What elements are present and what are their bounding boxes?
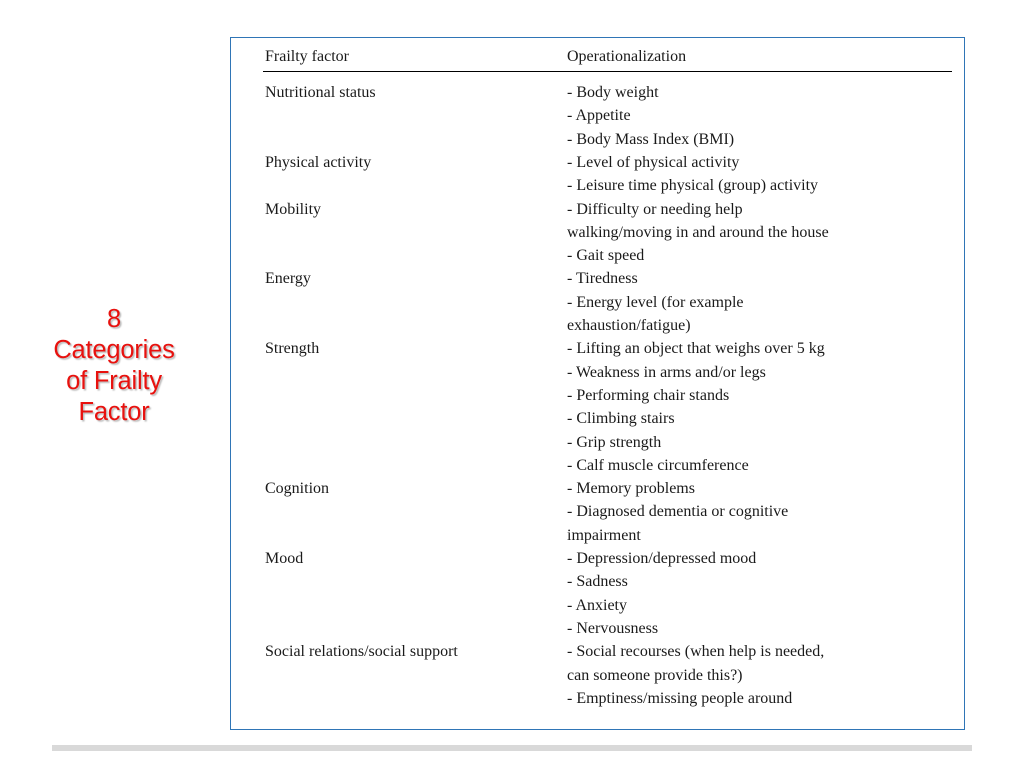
caption-line: of Frailty: [66, 367, 162, 395]
caption-line: 8: [107, 305, 121, 333]
table-row-operationalization-line: - Tiredness: [567, 270, 638, 288]
table-row-factor: Cognition: [265, 480, 330, 498]
table-row-operationalization-line: walking/moving in and around the house: [567, 223, 829, 241]
table-row-operationalization-line: exhaustion/fatigue): [567, 317, 691, 334]
table-row-factor: Mobility: [265, 200, 322, 218]
table-row-operationalization-line: impairment: [567, 526, 641, 544]
table-row-operationalization-line: - Performing chair stands: [567, 386, 730, 404]
table-row-operationalization-line: can someone provide this?): [567, 666, 743, 684]
column-header-operationalization: Operationalization: [567, 48, 687, 65]
table-row-factor: Physical activity: [265, 153, 372, 171]
table-row-operationalization-line: - Social recourses (when help is needed,: [567, 643, 825, 661]
table-row-operationalization-line: - Memory problems: [567, 480, 695, 498]
table-row-operationalization-line: - Leisure time physical (group) activity: [567, 177, 819, 195]
table-row-operationalization-line: - Difficulty or needing help: [567, 200, 743, 218]
caption-line: Factor: [78, 398, 150, 426]
table-row-operationalization-line: - Nervousness: [567, 619, 659, 637]
table-row-factor: Mood: [265, 550, 304, 567]
table-row-operationalization-line: - Gait speed: [567, 247, 645, 265]
table-row-operationalization-line: - Body Mass Index (BMI): [567, 130, 735, 148]
side-caption: [0, 304, 228, 428]
caption-line: Categories: [53, 336, 175, 364]
table-row-operationalization-line: - Emptiness/missing people around: [567, 689, 793, 707]
table-row-operationalization-line: - Sadness: [567, 573, 628, 591]
table-row-operationalization-line: - Depression/depressed mood: [567, 550, 757, 567]
frailty-table: [230, 37, 965, 730]
table-row-operationalization-line: - Climbing stairs: [567, 410, 675, 428]
table-row-operationalization-line: - Body weight: [567, 84, 659, 101]
table-row-operationalization-line: - Weakness in arms and/or legs: [567, 363, 766, 381]
table-row-operationalization-line: - Diagnosed dementia or cognitive: [567, 503, 789, 521]
table-row-factor: Nutritional status: [265, 84, 376, 101]
table-row-operationalization-line: - Anxiety: [567, 596, 627, 614]
table-row-operationalization-line: - Grip strength: [567, 433, 662, 451]
table-row-operationalization-line: - Calf muscle circumference: [567, 456, 749, 474]
table-header: [263, 44, 952, 72]
table-row-operationalization-line: - Level of physical activity: [567, 153, 740, 171]
table-row-operationalization-line: - Energy level (for example: [567, 293, 744, 311]
table-row-operationalization-line: - Appetite: [567, 107, 631, 125]
column-header-factor: Frailty factor: [265, 48, 349, 65]
bottom-divider: [52, 745, 972, 751]
table-row-factor: Strength: [265, 340, 320, 358]
table-row-factor: Energy: [265, 270, 311, 288]
table-row-operationalization-line: - Lifting an object that weighs over 5 kg: [567, 340, 825, 358]
table-row-factor: Social relations/social support: [265, 643, 458, 661]
